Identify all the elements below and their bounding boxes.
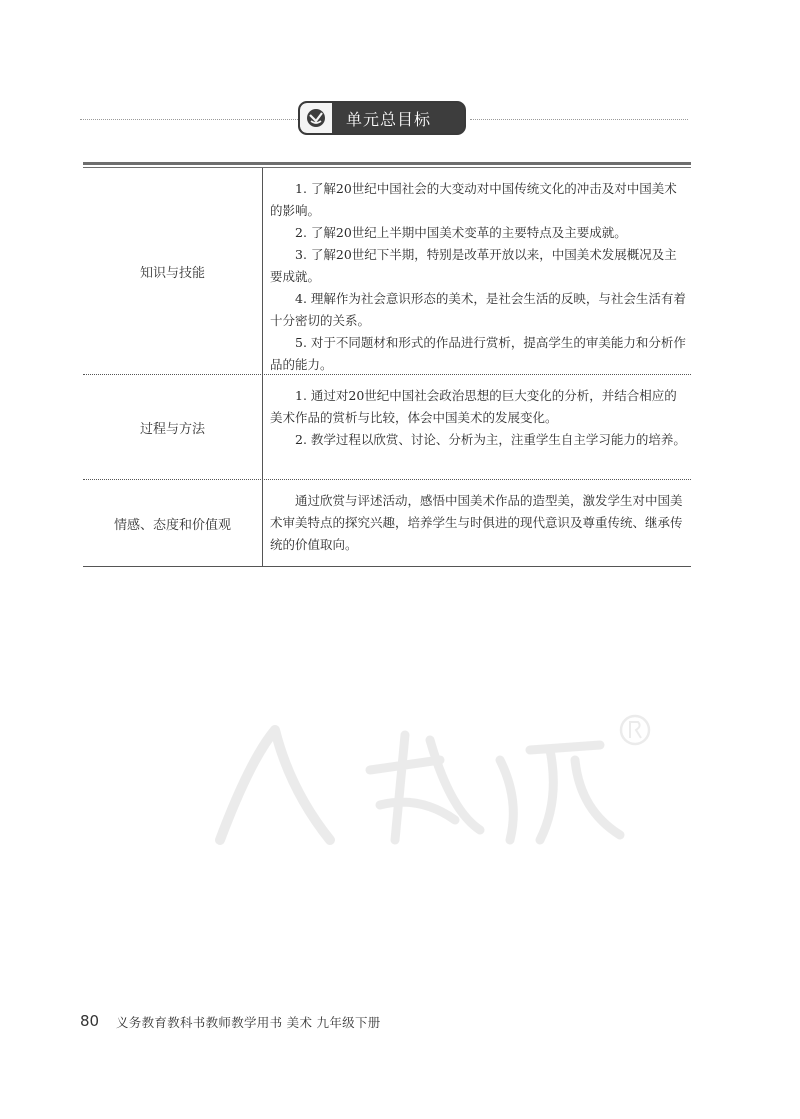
page-number: 80 <box>80 1012 100 1030</box>
goal-item: 1. 通过对20世纪中国社会政治思想的巨大变化的分析，并结合相应的美术作品的赏析与比较，体会中国美术的发展变化。 <box>270 388 677 425</box>
goal-item: 4. 理解作为社会意识形态的美术，是社会生活的反映，与社会生活有着十分密切的关系。 <box>270 291 686 328</box>
row-body-attitude <box>270 490 686 556</box>
table-top-rule-thin <box>83 167 691 168</box>
row-label-attitude: 情感、态度和价值观 <box>113 518 231 533</box>
table-top-rule <box>83 162 691 165</box>
header-rule-right <box>470 119 688 120</box>
goal-item: 5. 对于不同题材和形式的作品进行赏析，提高学生的审美能力和分析作品的能力。 <box>270 335 686 372</box>
section-header-badge <box>298 101 466 135</box>
goal-item: 3. 了解20世纪下半期，特别是改革开放以来，中国美术发展概况及主要成就。 <box>270 247 677 284</box>
goal-item: 2. 了解20世纪上半期中国美术变革的主要特点及主要成就。 <box>295 225 627 240</box>
table-bottom-rule <box>83 566 691 567</box>
row-label-knowledge: 知识与技能 <box>139 266 205 281</box>
publisher-watermark <box>180 700 660 870</box>
goal-item: 2. 教学过程以欣赏、讨论、分析为主，注重学生自主学习能力的培养。 <box>295 432 686 447</box>
goal-item: 通过欣赏与评述活动，感悟中国美术作品的造型美，激发学生对中国美术审美特点的探究兴趣，培养学生与时俱进的现代意识及尊重传统、继承传统的价值取向。 <box>270 493 683 552</box>
book-title: 义务教育教科书教师教学用书 美术 九年级下册 <box>116 1015 381 1030</box>
table-column-divider <box>262 168 263 566</box>
unit-goal-icon <box>300 103 332 133</box>
section-title: 单元总目标 <box>346 109 432 129</box>
row-label-process: 过程与方法 <box>139 422 205 437</box>
row-body-process <box>270 385 686 451</box>
table-row-separator <box>83 479 691 480</box>
row-body-knowledge <box>270 178 686 376</box>
goal-item: 1. 了解20世纪中国社会的大变动对中国传统文化的冲击及对中国美术的影响。 <box>270 181 677 218</box>
header-rule-left <box>80 119 300 120</box>
